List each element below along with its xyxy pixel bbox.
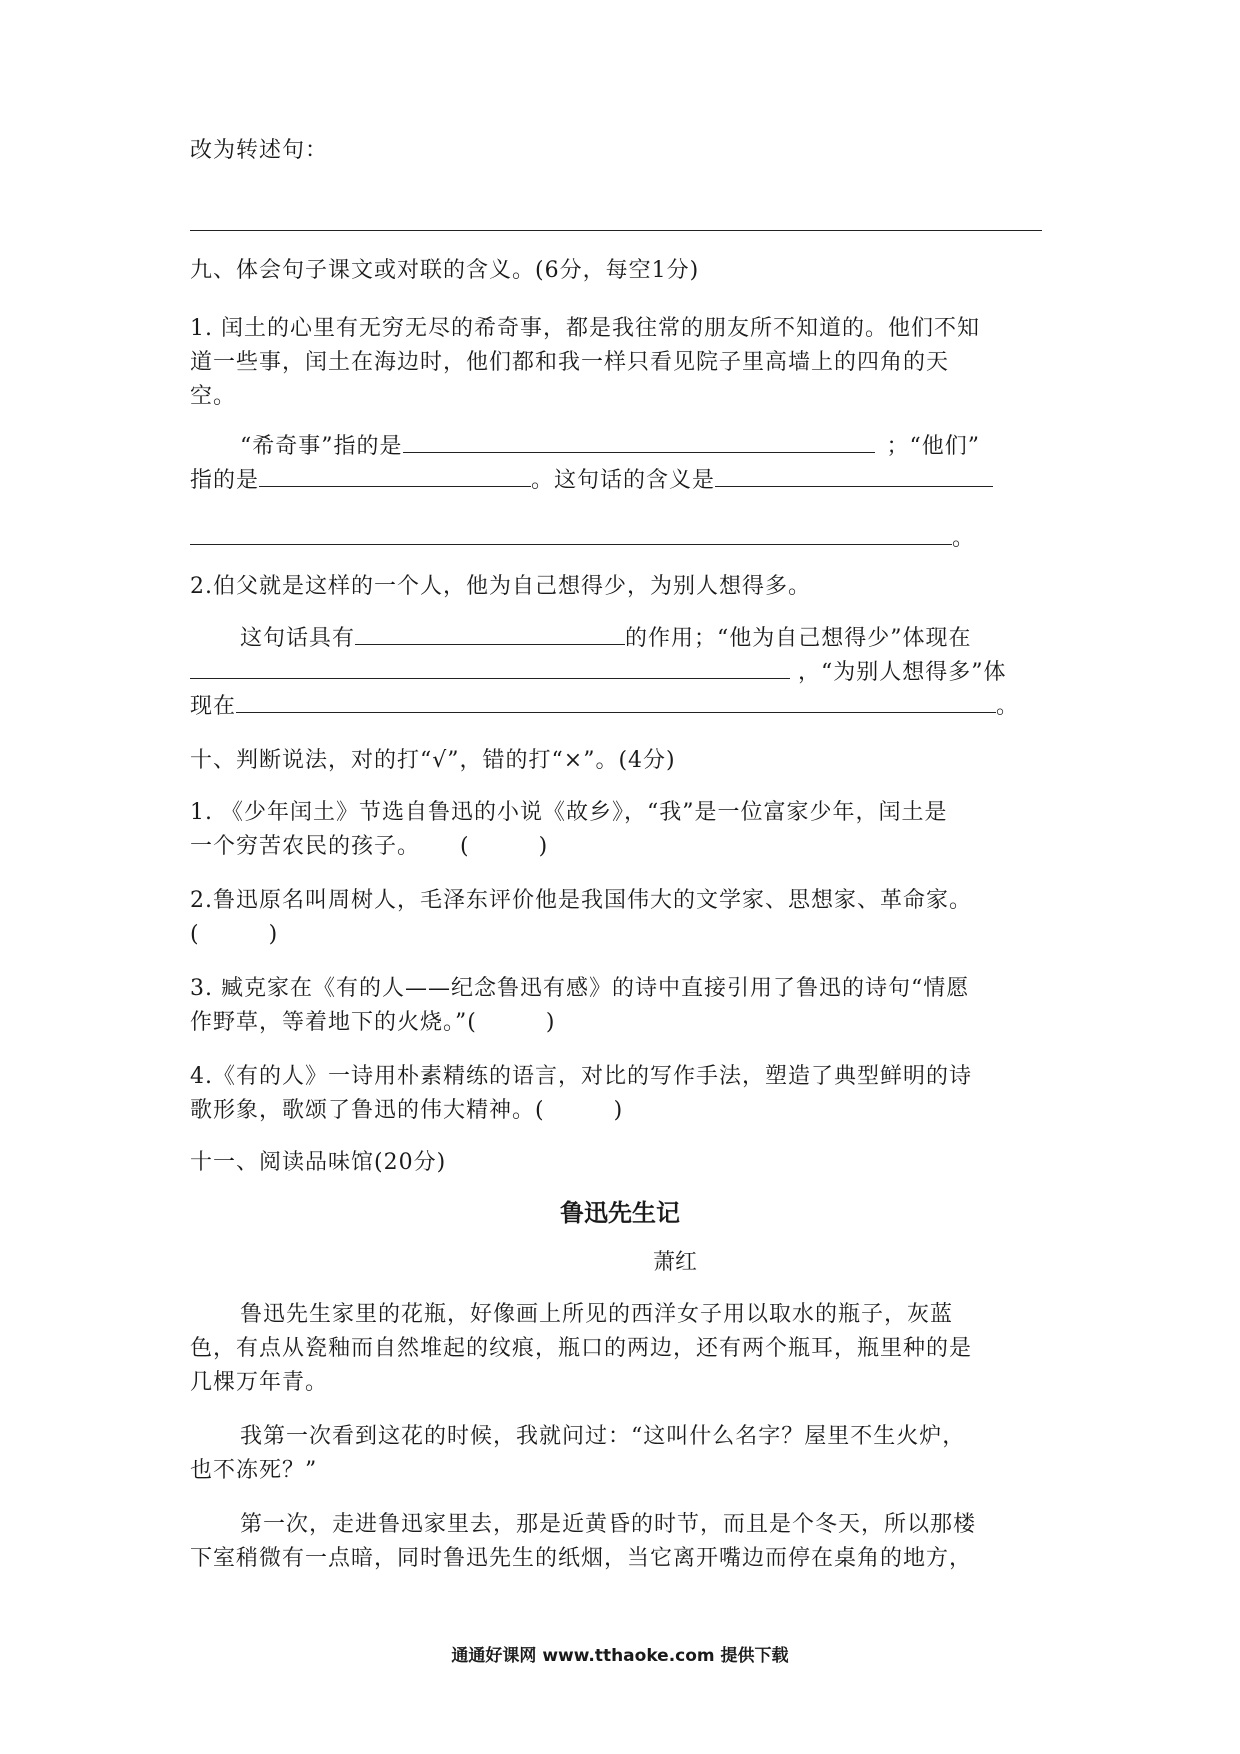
q9-2-prompt-d: 现在 xyxy=(190,694,237,719)
section9-heading: 九、体会句子课文或对联的含义。(6分，每空1分) xyxy=(190,258,700,283)
article-author: 萧红 xyxy=(652,1250,697,1275)
answer-blank[interactable] xyxy=(190,656,790,679)
judge-item-2-line1: 2.鲁迅原名叫周树人，毛泽东评价他是我国伟大的文学家、思想家、革命家。 xyxy=(190,888,972,913)
para1-line3: 几棵万年青。 xyxy=(190,1370,329,1395)
q9-2-fill-row1 xyxy=(240,622,972,656)
q9-1-fill-row2 xyxy=(190,464,993,498)
judge-item-4-line1: 4.《有的人》一诗用朴素精练的语言，对比的写作手法，塑造了典型鲜明的诗 xyxy=(190,1064,972,1089)
para1-line1: 鲁迅先生家里的花瓶，好像画上所见的西洋女子用以取水的瓶子，灰蓝 xyxy=(240,1302,954,1327)
q9-2-line1: 2.伯父就是这样的一个人，他为自己想得少，为别人想得多。 xyxy=(190,574,811,599)
para2-line1: 我第一次看到这花的时候，我就问过：“这叫什么名字？屋里不生火炉， xyxy=(240,1424,966,1449)
footer-watermark: 通通好课网 www.tthaoke.com 提供下载 xyxy=(451,1646,789,1666)
q9-1-line1: 1. 闰土的心里有无穷无尽的希奇事，都是我往常的朋友所不知道的。他们不知 xyxy=(190,316,980,341)
q9-1-prompt-d: 。这句话的含义是 xyxy=(531,468,716,493)
judge-item-4-text: 歌形象，歌颂了鲁迅的伟大精神。 xyxy=(190,1098,536,1123)
q9-2-end: 。 xyxy=(996,694,1020,719)
q9-2-fill-row2 xyxy=(190,656,1007,690)
q9-1-prompt-b: ；“他们” xyxy=(886,434,980,459)
convert-label: 改为转述句： xyxy=(190,138,329,163)
q9-1-end: 。 xyxy=(952,526,976,551)
q9-2-prompt-c: ，“为别人想得多”体 xyxy=(798,660,1007,685)
judge-item-1-text: 一个穷苦农民的孩子。 xyxy=(190,834,421,859)
answer-line xyxy=(190,230,1042,231)
para2-line2: 也不冻死？” xyxy=(190,1458,318,1483)
answer-parens[interactable]: ( ) xyxy=(460,834,549,859)
judge-item-1-line2 xyxy=(190,830,548,864)
judge-item-4-line2 xyxy=(190,1094,623,1128)
q9-1-prompt-c: 指的是 xyxy=(190,468,260,493)
q9-1-line2: 道一些事，闰土在海边时，他们都和我一样只看见院子里高墙上的四角的天 xyxy=(190,350,950,375)
answer-blank[interactable] xyxy=(190,522,952,545)
para1-line2: 色，有点从瓷釉而自然堆起的纹痕，瓶口的两边，还有两个瓶耳，瓶里种的是 xyxy=(190,1336,973,1361)
answer-blank[interactable] xyxy=(259,464,531,487)
judge-item-3-line2 xyxy=(190,1006,555,1040)
answer-parens[interactable]: ( ) xyxy=(467,1010,556,1035)
answer-blank[interactable] xyxy=(403,430,875,453)
section11-heading: 十一、阅读品味馆(20分) xyxy=(190,1150,447,1175)
answer-blank[interactable] xyxy=(236,690,996,713)
answer-parens[interactable]: ( ) xyxy=(190,922,279,947)
q9-2-prompt-b: 的作用；“他为自己想得少”体现在 xyxy=(625,626,972,651)
judge-item-3-text: 作野草，等着地下的火烧。” xyxy=(190,1010,468,1035)
section10-heading: 十、判断说法，对的打“√”，错的打“×”。(4分) xyxy=(190,748,676,773)
judge-item-2-line2 xyxy=(190,918,278,952)
q9-1-fill-row3 xyxy=(190,522,975,556)
answer-blank[interactable] xyxy=(355,622,625,645)
q9-1-fill-row1 xyxy=(240,430,980,464)
answer-parens[interactable]: ( ) xyxy=(535,1098,624,1123)
para3-line1: 第一次，走进鲁迅家里去，那是近黄昏的时节，而且是个冬天，所以那楼 xyxy=(240,1512,977,1537)
answer-blank[interactable] xyxy=(715,464,993,487)
q9-2-fill-row3 xyxy=(190,690,1019,724)
q9-1-line3: 空。 xyxy=(190,384,237,409)
judge-item-3-line1: 3. 臧克家在《有的人——纪念鲁迅有感》的诗中直接引用了鲁迅的诗句“情愿 xyxy=(190,976,970,1001)
article-title: 鲁迅先生记 xyxy=(560,1198,680,1227)
q9-2-prompt-a: 这句话具有 xyxy=(240,626,356,651)
judge-item-1-line1: 1. 《少年闰土》节选自鲁迅的小说《故乡》，“我”是一位富家少年，闰土是 xyxy=(190,800,948,825)
para3-line2: 下室稍微有一点暗，同时鲁迅先生的纸烟，当它离开嘴边而停在桌角的地方， xyxy=(190,1546,973,1571)
q9-1-prompt-a: “希奇事”指的是 xyxy=(240,434,403,459)
